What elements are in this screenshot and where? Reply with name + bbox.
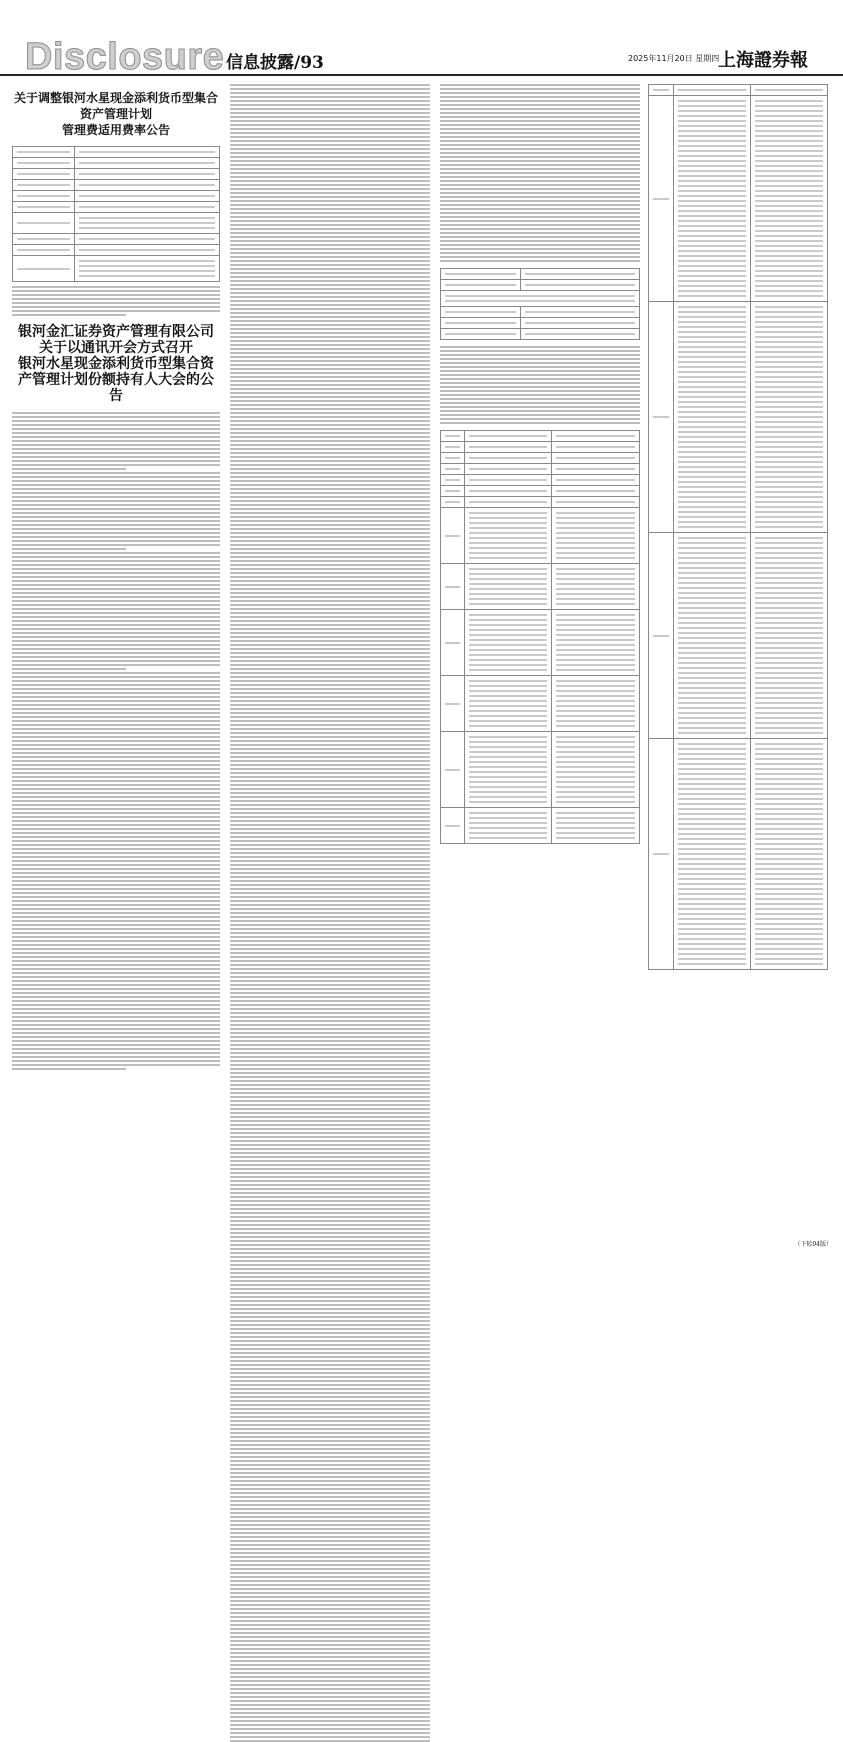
- column-2-body: [230, 84, 430, 1742]
- newspaper-name: 上海證券報: [718, 50, 808, 71]
- article-title-1: 关于调整银河水星现金添利货币型集合资产管理计划 管理费适用费率公告: [13, 91, 218, 137]
- article-body-2: [12, 412, 220, 1070]
- column-3-body-top: [440, 84, 640, 262]
- column-1: [12, 84, 220, 1236]
- contract-comparison-table-continued: [648, 84, 828, 970]
- issue-date: 2025年11月20日 星期四: [628, 54, 720, 63]
- column-3: [440, 84, 640, 1236]
- contract-comparison-table: [440, 430, 640, 844]
- article-title-2: 银河金汇证券资产管理有限公司关于以通讯开会方式召开 银河水星现金添利货币型集合资产管理计划份额持有人大会的公告: [18, 324, 214, 404]
- column-3-body-middle: [440, 346, 640, 424]
- column-2: [230, 84, 430, 1236]
- article-body-1: [12, 286, 220, 316]
- ballot-form-table: [440, 268, 640, 340]
- brand-logo: Disclosure: [25, 36, 225, 78]
- section-title: 信息披露/93: [226, 53, 324, 73]
- fund-info-table: [12, 146, 220, 282]
- continued-note: （下转94版）: [794, 1241, 832, 1248]
- column-4: [648, 84, 828, 1236]
- masthead: [0, 0, 843, 76]
